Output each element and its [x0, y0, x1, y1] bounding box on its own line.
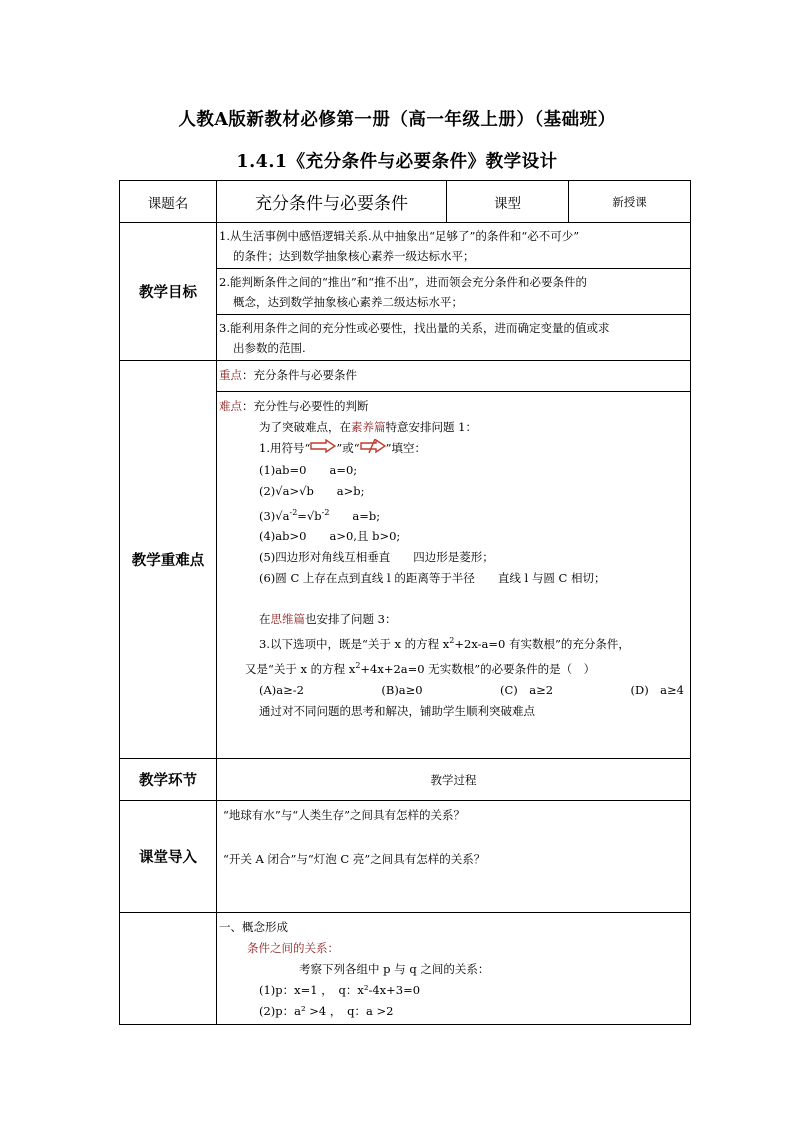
- q3-option-c: (C) a≥2: [500, 682, 554, 697]
- concept-item-1: (1)p：x=1 ， q：x²-4x+3=0: [259, 983, 421, 997]
- arrange-3-post: 也安排了问题 3：: [305, 612, 397, 627]
- type-label: 课型: [447, 181, 569, 223]
- topic-label: 课题名: [120, 181, 217, 223]
- process-value: 教学过程: [217, 759, 691, 801]
- q3-options: [219, 680, 686, 701]
- q3-line1-sup: 2: [449, 636, 455, 646]
- hard-point-text: ：充分性与必要性的判断: [242, 399, 369, 413]
- process-row: [120, 759, 691, 801]
- arrange-3-book: 思维篇: [270, 612, 305, 627]
- hard-point-tag: 难点: [219, 399, 242, 413]
- key-point-text: ：充分条件与必要条件: [242, 368, 357, 382]
- goal-3-line-1: 3.能利用条件之间的充分性或必要性，找出量的关系，进而确定变量的值或求: [219, 321, 610, 335]
- q1-item-4: (4)ab>0 a>0,且 b>0;: [259, 529, 401, 544]
- q1-item-1: (1)ab=0 a=0;: [259, 462, 358, 477]
- q1-item-6: (6)圆 C 上存在点到直线 l 的距离等于半径 直线 l 与圆 C 相切；: [259, 571, 606, 586]
- concept-prompt: 考察下列各组中 p 与 q 之间的关系：: [299, 962, 490, 976]
- key-point: [217, 361, 690, 392]
- intro-row: [120, 801, 691, 913]
- q1-post: ”填空：: [385, 441, 427, 455]
- goals-row: [120, 223, 691, 361]
- goal-item-3: [217, 315, 690, 360]
- intro-question-1: “地球有水”与“人类生存”之间具有怎样的关系？: [223, 808, 466, 822]
- q3-line2-pre: 又是“关于 x 的方程 x: [245, 661, 356, 676]
- goal-2-line-1: 2.能判断条件之间的“推出”和“推不出”，进而领会充分条件和必要条件的: [219, 275, 587, 289]
- goal-1-line-1: 1.从生活事例中感悟逻辑关系.从中抽象出“足够了”的条件和“必不可少”: [219, 229, 580, 243]
- concept-row: [120, 913, 691, 1025]
- goal-item-1: [217, 223, 690, 269]
- q3-option-b: (B)a≥0: [381, 682, 423, 697]
- goal-1-line-2: 的条件；达到数学抽象核心素养一级达标水平；: [233, 249, 475, 263]
- topic-value: 充分条件与必要条件: [217, 181, 447, 223]
- hard-point: [217, 392, 690, 724]
- arrange-1-book: 素养篇: [351, 420, 386, 434]
- arrange-3-pre: 在: [259, 612, 271, 627]
- arrange-1-post: 特意安排问题 1：: [385, 420, 477, 434]
- q1-item-3: [219, 502, 686, 527]
- key-point-tag: 重点: [219, 368, 242, 382]
- q3-line1-post: +2x-a=0 有实数根”的充分条件，: [454, 637, 630, 652]
- q1-item-3-post: a=b;: [329, 508, 381, 523]
- concept-item-2: (2)p：a² >4 ， q：a >2: [259, 1004, 394, 1018]
- q1-item-3-sup1: -2: [289, 507, 298, 517]
- concept-subheading: 条件之间的关系：: [247, 941, 339, 955]
- topic-row: [120, 181, 691, 223]
- q1-mid: ”或“: [336, 441, 360, 455]
- q3-line2-sup: 2: [355, 661, 361, 671]
- goal-item-2: [217, 269, 690, 315]
- type-value: 新授课: [569, 181, 691, 223]
- arrange-1-pre: 为了突破难点，在: [259, 420, 351, 434]
- process-label: 教学环节: [120, 759, 217, 801]
- goals-label: 教学目标: [120, 223, 217, 361]
- implies-arrow-icon: [310, 439, 336, 460]
- q1-pre: 1.用符号“: [259, 441, 311, 455]
- q3-line1-pre: 3.以下选项中，既是“关于 x 的方程 x: [259, 637, 450, 652]
- goals-cell: [217, 223, 691, 361]
- concept-cell: [217, 913, 691, 1025]
- keypoints-label: 教学重难点: [120, 361, 217, 759]
- lesson-title: 1.4.1《充分条件与必要条件》教学设计: [236, 152, 558, 172]
- q1-item-3-mid: =√b: [297, 508, 322, 523]
- q1-item-5: (5)四边形对角线互相垂直 四边形是菱形；: [259, 550, 494, 565]
- q1-item-3-pre: (3)√a: [259, 508, 290, 523]
- q1-item-2: (2)√a>√b a>b;: [259, 483, 365, 498]
- q3-line2-post: +4x+2a=0 无实数根”的必要条件的是（ ）: [360, 661, 596, 676]
- intro-label: 课堂导入: [120, 801, 217, 913]
- document-title: 人教A版新教材必修第一册（高一年级上册）（基础班）: [178, 110, 616, 130]
- q1-item-3-sup2: -2: [321, 507, 330, 517]
- keypoints-row: [120, 361, 691, 759]
- concept-label: [120, 913, 217, 1025]
- not-implies-arrow-icon: [360, 439, 386, 460]
- goal-3-line-2: 出参数的范围.: [233, 341, 306, 355]
- intro-question-2: “开关 A 闭合”与“灯泡 C 亮”之间具有怎样的关系？: [223, 852, 486, 866]
- q3-option-a: (A)a≥-2: [259, 682, 304, 697]
- keypoints-summary: 通过对不同问题的思考和解决，铺助学生顺利突破难点: [259, 703, 535, 718]
- intro-cell: [217, 801, 691, 913]
- keypoints-cell: [217, 361, 691, 759]
- lesson-plan-table: [119, 180, 691, 1025]
- goal-2-line-2: 概念，达到数学抽象核心素养二级达标水平；: [233, 295, 463, 309]
- q3-option-d: (D) a≥4: [630, 682, 684, 697]
- concept-heading: 一、概念形成: [219, 920, 288, 934]
